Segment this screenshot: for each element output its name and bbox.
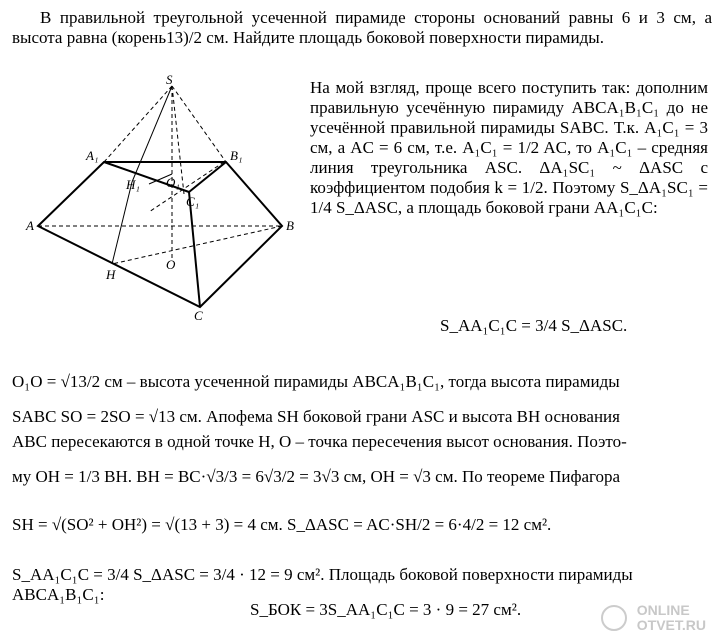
label-a1: A₁	[86, 148, 99, 163]
solution-line-1: O₁O = √13/2 см – высота усеченной пирамиды ABCA₁B₁C₁, тогда высота пирамиды	[12, 372, 620, 391]
edge-s-a1	[104, 86, 172, 162]
label-c1: C₁	[186, 194, 200, 209]
pyramid-diagram	[24, 74, 294, 324]
label-s: S	[166, 74, 173, 87]
watermark-line-2: OTVET.RU	[636, 617, 706, 633]
edge-c1-c	[189, 192, 200, 307]
problem-statement: В правильной треугольной усеченной пирамиде стороны оснований равны 6 и 3 см, а высота равна (корень13)/2 см. Найдите площадь боковой поверхности пирамиды.	[12, 8, 712, 47]
solution-line-4: му OH = 1/3 BH. BH = BC·√3/3 = 6√3/2 = 3√3 см, OH = √3 см. По теореме Пифагора	[12, 467, 621, 486]
watermark-line-1: ONLINE	[636, 602, 690, 618]
label-h1: H₁	[126, 177, 140, 192]
apothem-sh	[112, 182, 132, 264]
label-a: A	[26, 218, 34, 233]
formula-face-area: S_AA₁C₁C = 3/4 S_ΔASC.	[440, 316, 628, 335]
solution-line-5: SH = √(SO² + OH²) = √(13 + 3) = 4 см. S_ΔASC = AC·SH/2 = 6·4/2 = 12 см².	[12, 515, 552, 534]
watermark-logo-icon	[601, 605, 627, 631]
solution-line-3: ABC пересекаются в одной точке H, O – точка пересечения высот основания. Поэто-	[12, 432, 627, 451]
label-b1: B₁	[230, 148, 243, 163]
pyramid-figure	[24, 74, 294, 329]
watermark	[601, 603, 706, 633]
label-h: H	[106, 267, 116, 282]
label-b: B	[286, 218, 294, 233]
label-c: C	[194, 308, 203, 323]
label-o: O	[166, 257, 176, 272]
solution-paragraph-1: На мой взгляд, проще всего поступить так: дополним правильную усечённую пирамиду ABCA₁B₁C₁ до не усечённой правильной пирамиды SABC. Т.к. A₁C₁ = 3 см, а AC = 6 см, т.е. A₁C₁ = 1/2 AC, то A₁C₁ – средняя линия треугольника ASC. ΔA₁SC₁ ~ ΔASC с коэффициентом подобия k = 1/2. Поэтому S_ΔA₁SC₁ = 1/4 S_ΔASC, а площадь боковой грани AA₁C₁C:	[310, 78, 708, 217]
edge-b1-c1	[189, 162, 226, 192]
solution-line-7: S_БОК = 3S_AA₁C₁C = 3 · 9 = 27 см².	[250, 600, 522, 619]
median-b-h	[112, 226, 282, 264]
label-o1: O₁	[166, 175, 180, 190]
solution-line-6: S_AA₁C₁C = 3/4 S_ΔASC = 3/4 · 12 = 9 см². Площадь боковой поверхности пирамиды ABCA₁B₁C₁:	[12, 565, 633, 604]
edge-s-b1	[172, 86, 226, 162]
solution-line-2: SABC SO = 2SO = √13 см. Апофема SH боковой грани ASC и высота BH основания	[12, 407, 620, 426]
